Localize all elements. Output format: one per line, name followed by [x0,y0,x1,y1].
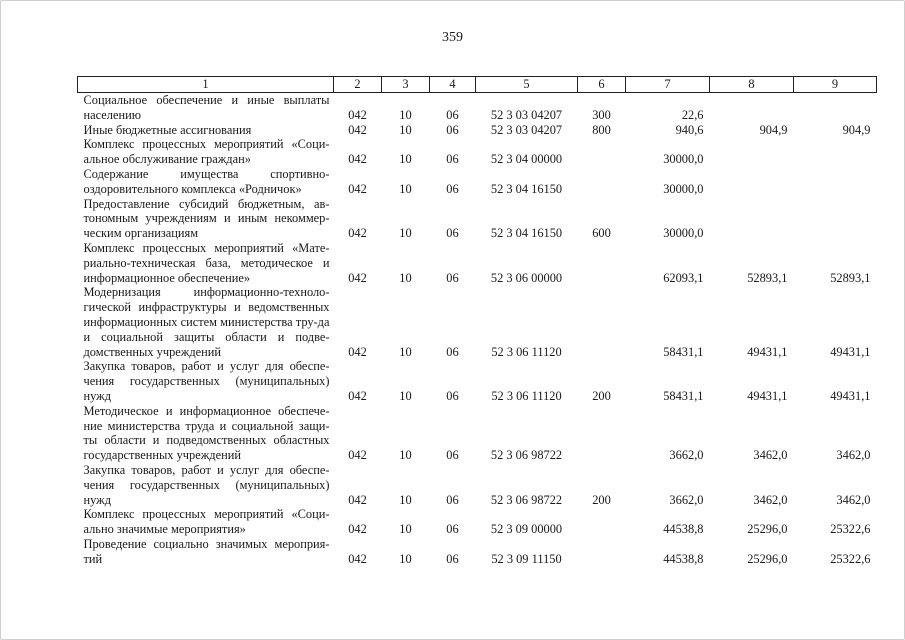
row-col-2: 042 [348,344,367,359]
row-name: Комплекс процессных мероприятий «Соци-ально значимые мероприятия» [83,507,330,537]
row-col-9: 25322,6 [830,551,871,566]
row-col-2: 042 [348,152,367,167]
row-col-6 [578,285,626,359]
row-name: Иные бюджетные ассигнования [83,122,252,137]
row-col-7: 44538,8 [663,551,704,566]
row-col-5: 52 3 03 04207 [490,122,563,137]
row-col-3: 10 [399,122,412,137]
row-col-3: 10 [399,226,412,241]
row-name: Проведение социально значимых мероприя-тий [83,536,330,566]
row-col-3: 10 [399,344,412,359]
row-col-6 [578,137,626,167]
row-col-4: 06 [446,388,459,403]
row-col-3: 10 [399,522,412,537]
row-col-7: 62093,1 [663,270,704,285]
row-col-2: 042 [348,122,367,137]
row-col-4: 06 [446,226,459,241]
page-number: 359 [442,30,463,45]
row-col-7: 22,6 [681,107,704,122]
row-col-6 [578,404,626,463]
header-row [78,77,877,93]
row-col-2: 042 [348,551,367,566]
table-row [78,137,877,167]
row-col-5: 52 3 06 98722 [490,492,563,507]
row-col-5: 52 3 03 04207 [490,107,563,122]
row-name: Модернизация информационно-техноло-гической инфраструктуры и ведомственных информационных систем министерства тру-да и социальной защиты области и подве-домственных учреждений [83,285,330,359]
row-col-9: 52893,1 [830,270,871,285]
table-row [78,404,877,463]
row-col-7: 940,6 [675,122,704,137]
header-cell-8: 8 [710,77,794,93]
row-col-2: 042 [348,181,367,196]
row-col-6 [578,167,626,197]
row-col-5: 52 3 04 16150 [490,226,563,241]
row-col-9 [794,167,877,197]
row-name: Комплекс процессных мероприятий «Соци-альное обслуживание граждан» [83,137,330,167]
row-col-4: 06 [446,152,459,167]
row-col-2: 042 [348,388,367,403]
row-col-4: 06 [446,181,459,196]
row-col-2: 042 [348,107,367,122]
row-col-8: 3462,0 [753,448,788,463]
row-col-7: 3662,0 [669,492,704,507]
row-col-4: 06 [446,122,459,137]
header-cell-3: 3 [382,77,430,93]
row-col-4: 06 [446,107,459,122]
row-col-8: 52893,1 [747,270,788,285]
row-col-8 [710,137,794,167]
row-col-9: 49431,1 [830,388,871,403]
header-cell-6: 6 [578,77,626,93]
row-col-6 [578,241,626,285]
row-col-9: 3462,0 [836,492,871,507]
row-name: Содержание имущества спортивно-оздоровительного комплекса «Родничок» [83,166,330,196]
header-cell-4: 4 [430,77,476,93]
row-col-8: 49431,1 [747,388,788,403]
table-row [78,359,877,403]
table-row [78,537,877,567]
row-name: Комплекс процессных мероприятий «Мате-риально-техническая база, методическое и информационное обеспечение» [83,240,330,285]
row-col-4: 06 [446,344,459,359]
row-col-5: 52 3 06 00000 [490,270,563,285]
row-col-3: 10 [399,492,412,507]
row-col-5: 52 3 04 00000 [490,152,563,167]
row-col-7: 30000,0 [663,181,704,196]
row-col-3: 10 [399,107,412,122]
row-col-4: 06 [446,448,459,463]
row-col-3: 10 [399,181,412,196]
row-col-9 [794,137,877,167]
row-col-6: 600 [592,226,611,241]
row-col-6: 800 [592,122,611,137]
row-col-9: 49431,1 [830,344,871,359]
row-col-8: 25296,0 [747,522,788,537]
row-col-9: 25322,6 [830,522,871,537]
table-row [78,197,877,241]
row-col-2: 042 [348,448,367,463]
row-col-3: 10 [399,152,412,167]
row-col-8: 904,9 [759,122,788,137]
row-col-3: 10 [399,388,412,403]
row-col-6: 200 [592,492,611,507]
row-col-9 [794,197,877,241]
row-col-9: 904,9 [842,122,871,137]
table-row [78,93,877,123]
table-row [78,241,877,285]
row-col-6 [578,507,626,537]
row-col-7: 58431,1 [663,388,704,403]
header-cell-1: 1 [78,77,334,93]
row-col-5: 52 3 04 16150 [490,181,563,196]
row-col-8 [710,93,794,123]
row-col-8: 25296,0 [747,551,788,566]
row-name: Закупка товаров, работ и услуг для обеспе-чения государственных (муниципальных) нужд [83,359,330,403]
row-col-4: 06 [446,492,459,507]
row-col-5: 52 3 06 98722 [490,448,563,463]
row-col-6: 200 [592,388,611,403]
row-col-6: 300 [592,107,611,122]
row-col-4: 06 [446,522,459,537]
row-name: Социальное обеспечение и иные выплаты населению [83,93,330,122]
row-col-5: 52 3 09 11150 [491,551,562,566]
header-cell-5: 5 [476,77,578,93]
row-col-9 [794,93,877,123]
row-col-7: 3662,0 [669,448,704,463]
table-row [78,463,877,507]
row-name: Предоставление субсидий бюджетным, ав-тономным учреждениям и иным некоммер-ческим организациям [83,196,330,241]
row-col-3: 10 [399,448,412,463]
row-col-7: 58431,1 [663,344,704,359]
row-name: Закупка товаров, работ и услуг для обеспе-чения государственных (муниципальных) нужд [83,462,330,507]
header-cell-9: 9 [794,77,877,93]
budget-table [77,76,877,567]
row-col-2: 042 [348,522,367,537]
row-col-7: 30000,0 [663,152,704,167]
row-col-3: 10 [399,270,412,285]
table-row [78,507,877,537]
row-col-8 [710,167,794,197]
table-row [78,167,877,197]
header-cell-7: 7 [626,77,710,93]
row-col-8: 3462,0 [753,492,788,507]
row-col-8 [710,197,794,241]
header-cell-2: 2 [334,77,382,93]
row-col-2: 042 [348,270,367,285]
row-col-5: 52 3 06 11120 [491,388,562,403]
row-col-5: 52 3 09 00000 [490,522,563,537]
row-col-7: 30000,0 [663,226,704,241]
row-col-2: 042 [348,492,367,507]
row-name: Методическое и информационное обеспече-ние министерства труда и социальной защи-ты области и подведомственных областных государственных учреждений [83,403,330,463]
row-col-3: 10 [399,551,412,566]
row-col-2: 042 [348,226,367,241]
table-row [78,285,877,359]
row-col-6 [578,537,626,567]
table-row [78,123,877,138]
row-col-5: 52 3 06 11120 [491,344,562,359]
row-col-7: 44538,8 [663,522,704,537]
row-col-8: 49431,1 [747,344,788,359]
row-col-9: 3462,0 [836,448,871,463]
row-col-4: 06 [446,551,459,566]
row-col-4: 06 [446,270,459,285]
